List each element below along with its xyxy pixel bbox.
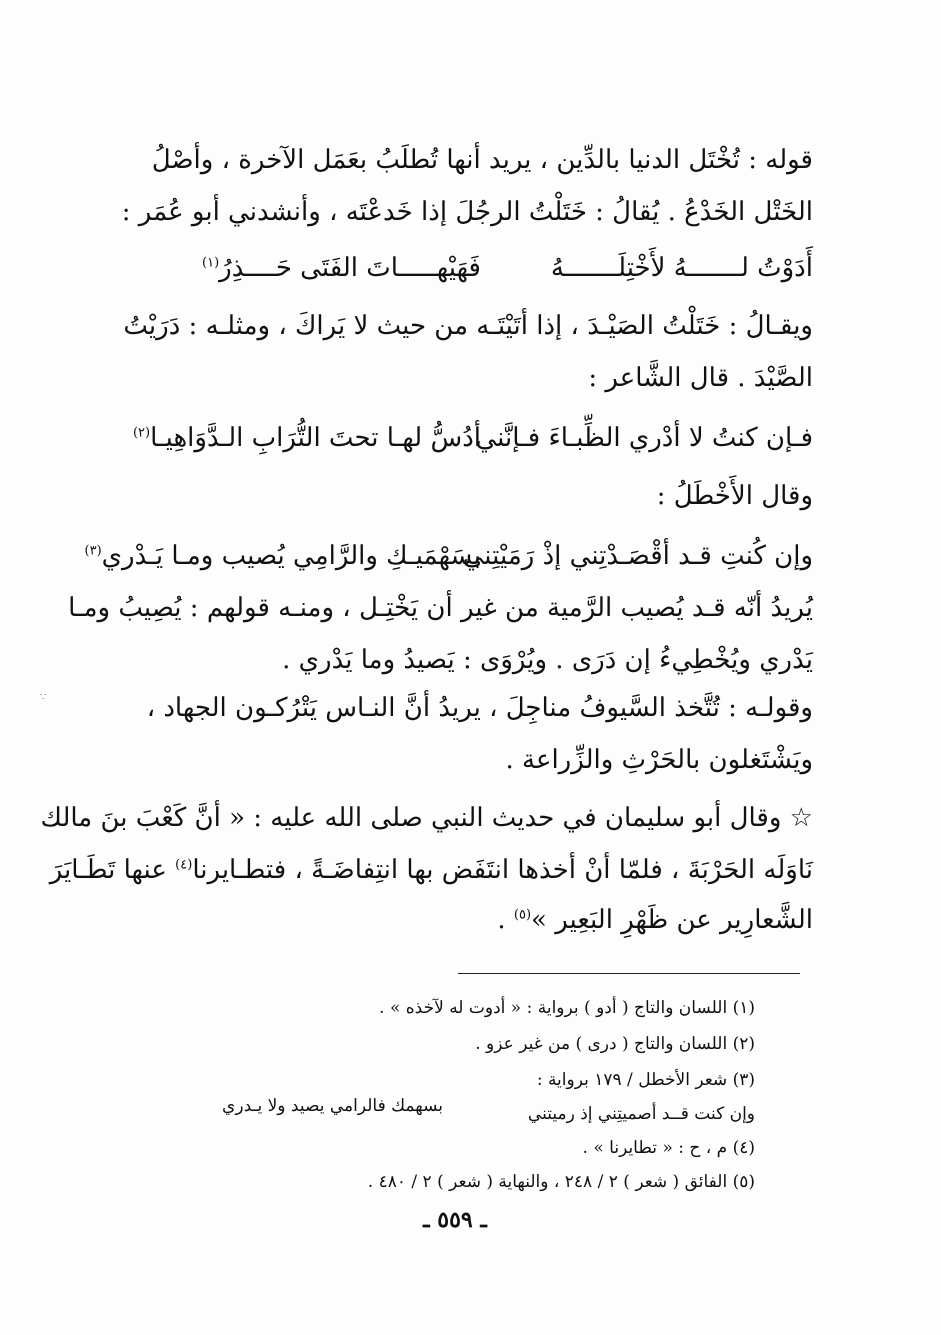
verse-text: فَهَيْهـــــاتَ الفَتَى حَــــذِرُ (219, 253, 481, 283)
body-line (50, 852, 813, 888)
verse-text: أدُسُّ لهـا تحتَ التُّرَابِ الـدَّوَاهِيـا (150, 423, 481, 453)
body-line: ويقـالُ : خَتَلْتُ الصَيْـدَ ، إذا أتَيْتَـه من حيث لا يَراكَ ، ومثلـه : دَرَيْتُ (123, 311, 813, 341)
footnote-separator (458, 973, 800, 974)
body-text: نَاوَلَه الحَرْبَةَ ، فلمّا أنْ أخذها انتَفَض بها انتِفاضَـةً ، فتطـايرنا (192, 855, 813, 885)
footnote-3: (٣) شعر الأخطل / ١٧٩ برواية : (536, 1070, 755, 1090)
footnote-3-verse-left: بسهمك فالرامي يصيد ولا يـدري (222, 1096, 443, 1116)
body-line: قوله : تُخْتَل الدنيا بالدِّين ، يريد أنها تُطلَبُ بعَمَل الآخرة ، وأصْلُ (151, 145, 813, 175)
page-number: ـ ٥٥٩ ـ (423, 1207, 487, 1233)
body-line: وقال الأَخْطَلُ : (656, 481, 813, 511)
footnote-marker: (٥) (513, 907, 532, 923)
footnote-2: (٢) اللسان والتاج ( درى ) من غير عزو . (475, 1034, 755, 1054)
verse-hemistich-left (85, 538, 481, 574)
verse-hemistich-right: وإن كُنتِ قـد أقْصَـدْتِني إذْ رَمَيْتِني (462, 541, 813, 571)
verse-hemistich-left (133, 420, 481, 456)
verse-hemistich-right: فـإن كنتُ لا أدْري الظِّبـاءَ فـإنَّني (475, 423, 813, 453)
verse-hemistich-right: أَدَوْتُ لـــــــهُ لأَخْتِلَـــــــهُ (550, 253, 813, 283)
footnote-marker: (٣) (84, 543, 102, 559)
footnote-4: (٤) م ، ح : « تطايرنا » . (582, 1138, 755, 1158)
scan-margin-mark: ∵ (40, 692, 47, 703)
body-line: وقولـه : تُتَّخذ السَّيوفُ مناجِلَ ، يريدُ أنَّ النـاس يَتْرُكـون الجهاد ، (146, 693, 813, 723)
footnote-3-verse-right: وإن كنت قــد أصميتِني إذ رميتني (527, 1104, 755, 1124)
body-line: يُريدُ أنّه قـد يُصيب الرَّمية من غير أن يَخْتِـل ، ومنـه قولهم : يُصِيبُ ومـا (68, 593, 813, 623)
verse-text: بسَهْمَيـكِ والرَّامِي يُصيب ومـا يَـدْري (101, 541, 481, 571)
body-line: الصَّيْدَ . قال الشَّاعر : (588, 363, 813, 393)
body-line: يَدْري ويُخْطِيءُ إن دَرَى . ويُرْوَى : يَصيدُ وما يَدْري . (282, 645, 813, 675)
footnote-marker: (١) (202, 255, 220, 271)
body-line: ويَشْتَغلون بالحَرْثِ والزِّراعة . (505, 745, 813, 775)
verse-hemistich-left (202, 250, 481, 286)
body-line (497, 902, 813, 938)
body-line: الخَتْل الخَدْعُ . يُقالُ : خَتَلْتُ الرجُلَ إذا خَدعْتَه ، وأنشدني أبو عُمَر : (121, 197, 813, 227)
body-text: . (497, 905, 514, 935)
footnote-marker: (٢) (132, 425, 151, 441)
body-line: ☆ وقال أبو سليمان في حديث النبي صلى الله عليه : « أنَّ كَعْبَ بنَ مالك (40, 803, 813, 833)
footnote-5: (٥) الفائق ( شعر ) ٢ / ٢٤٨ ، والنهاية ( شعر ) ٢ / ٤٨٠ . (367, 1172, 755, 1192)
body-text: الشَّعارِير عن ظَهْرِ البَعِير » (531, 905, 813, 935)
footnote-marker: (٤) (175, 857, 193, 873)
body-text: عنها تَطَـايَرَ (49, 855, 176, 885)
footnote-1: (١) اللسان والتاج ( أدو ) برواية : « أدوت له لآخذه » . (379, 998, 755, 1018)
